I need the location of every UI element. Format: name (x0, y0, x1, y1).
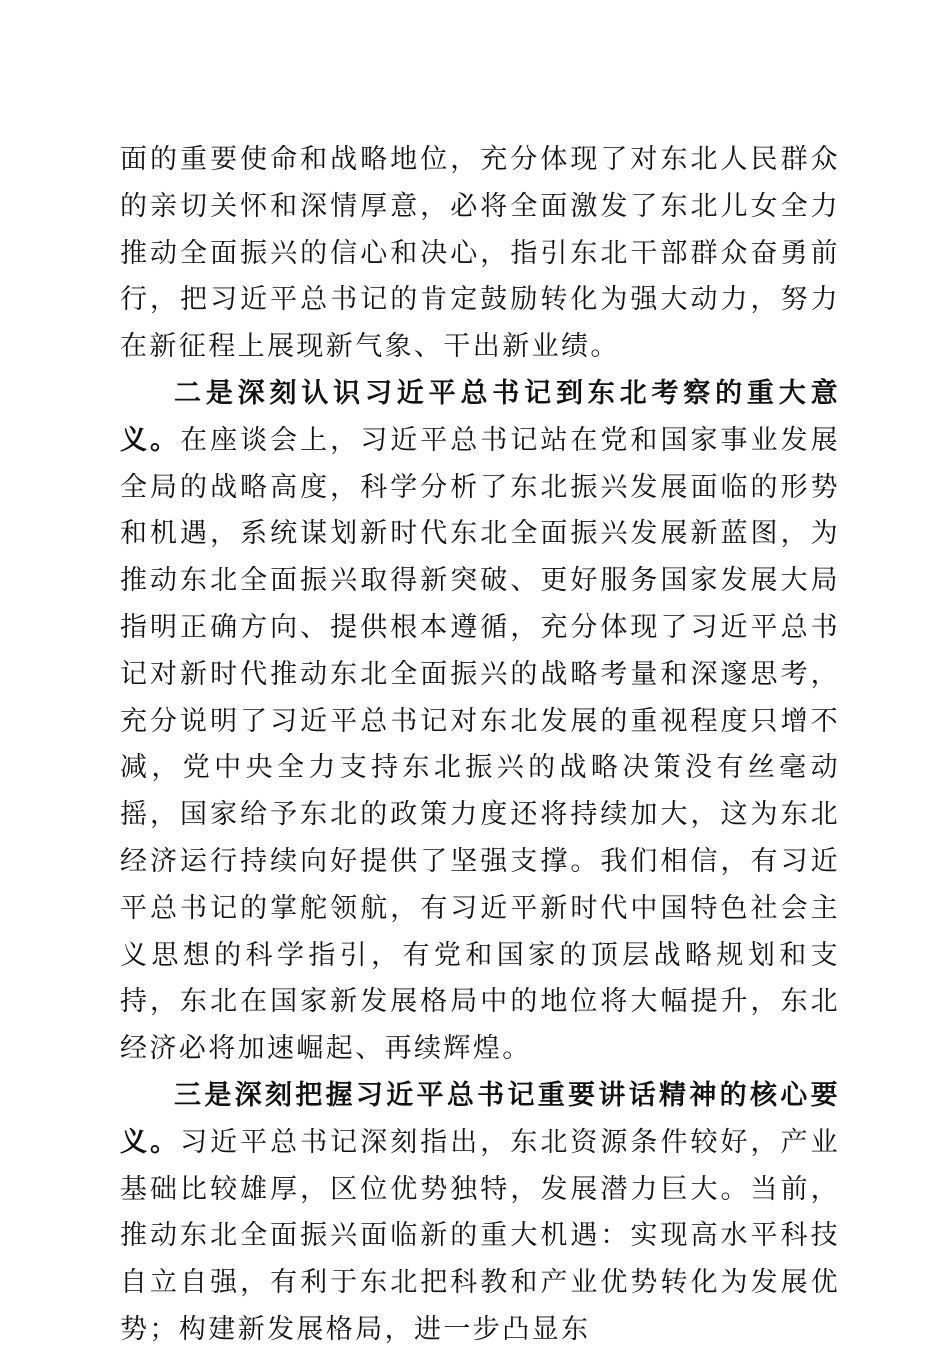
document-body (120, 137, 840, 1354)
paragraph-heading: 三是深刻把握习近平总书记重要讲话精神的核心要义。 (120, 1079, 840, 1158)
paragraph-point-three (120, 1073, 840, 1354)
paragraph-text: 在座谈会上，习近平总书记站在党和国家事业发展全局的战略高度，科学分析了东北振兴发展面临的形势和机遇，系统谋划新时代东北全面振兴发展新蓝图，为推动东北全面振兴取得新突破、更好服务国家发展大局指明正确方向、提供根本遵循，充分体现了习近平总书记对新时代推动东北全面振兴的战略考量和深邃思考，充分说明了习近平总书记对东北发展的重视程度只增不减，党中央全力支持东北振兴的战略决策没有丝毫动摇，国家给予东北的政策力度还将持续加大，这为东北经济运行持续向好提供了坚强支撑。我们相信，有习近平总书记的掌舵领航，有习近平新时代中国特色社会主义思想的科学指引，有党和国家的顶层战略规划和支持，东北在国家新发展格局中的地位将大幅提升，东北经济必将加速崛起、再续辉煌。 (120, 424, 840, 1065)
paragraph-text: 习近平总书记深刻指出，东北资源条件较好，产业基础比较雄厚，区位优势独特，发展潜力巨大。当前，推动东北全面振兴面临新的重大机遇：实现高水平科技自立自强，有利于东北把科教和产业优势转化为发展优势；构建新发展格局，进一步凸显东 (120, 1126, 840, 1345)
paragraph-point-two (120, 371, 840, 1073)
paragraph-text: 面的重要使命和战略地位，充分体现了对东北人民群众的亲切关怀和深情厚意，必将全面激发了东北儿女全力推动全面振兴的信心和决心，指引东北干部群众奋勇前行，把习近平总书记的肯定鼓励转化为强大动力，努力在新征程上展现新气象、干出新业绩。 (120, 144, 840, 363)
paragraph-continuation (120, 137, 840, 371)
paragraph-heading: 二是深刻认识习近平总书记到东北考察的重大意义。 (120, 377, 840, 456)
